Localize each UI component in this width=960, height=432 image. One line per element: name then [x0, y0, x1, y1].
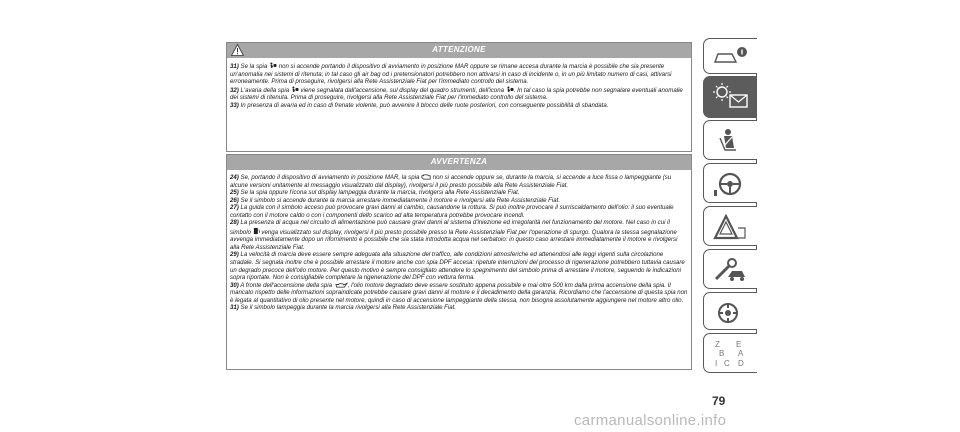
technical-data-icon: [712, 300, 748, 328]
tab-starting-driving[interactable]: [703, 163, 757, 203]
tab-emergency[interactable]: [703, 206, 757, 246]
avvertenza-item-28: 28) La presenza di acqua nel circuito di alimentazione può causare gravi danni al sistema d'iniezione ed irregolarità nel funzionamento del motore. Nel caso in cui il simbolo venga visualizzato sul display, rivolgersi il più presto possibile presso la Rete Assistenziale Fiat per l'operazione di spurgo. Qualora la stessa segnalazione avvenga immediatamente dopo un rifornimento è possibile che sia stata introdotta acqua nel serbatoio: in questo caso arrestare immediatamente il motore e rivolgersi alla Rete Assistenziale Fiat.: [230, 219, 678, 251]
car-info-icon: [712, 44, 748, 68]
airbag-warning-icon: [269, 62, 277, 69]
water-in-fuel-icon: [253, 227, 260, 235]
attenzione-title: ATTENZIONE: [432, 45, 486, 54]
avvertenza-title: AVVERTENZA: [430, 157, 488, 166]
airbag-warning-icon: [291, 86, 299, 93]
attenzione-header: [227, 43, 691, 58]
avvertenza-item-30: 30) A fronte dell'accensione della spia , l'olio motore degradato deve essere sostituito appena possibile e mai oltre 500 km dalla prima accensione della spia. Il mancato rispetto delle informazioni sopraindicate potrebbe causare gravi danni al motore e il decadimento della garanzia. Ricordiamo che l'accensione di questa spia non è legata al quantitativo di olio presente nel motore, quindi in caso di accensione lampeggiante della stessa, non bisogna assolutamente aggiungere nel motore altro olio.: [230, 281, 688, 304]
attenzione-item-31: 31) Se la spia non si accende portando il dispositivo di avviamento in posizione MAR oppure se rimane accesa durante la marcia è possibile che sia presente un'anomalia nei sistemi di ritenuta; in tal caso gli air bag od i pretensionatori potrebbero non attivarsi in caso di incidente o, in un più limitato numero di casi, attivarsi erroneamente. Prima di proseguire, rivolgersi alla Rete Assistenziale Fiat per l'immediato controllo del sistema.: [230, 63, 672, 86]
tab-safety[interactable]: [703, 120, 757, 160]
tab-warning-lights[interactable]: [703, 76, 757, 118]
tab-technical-data[interactable]: [703, 292, 757, 330]
airbag-failure-icon: [506, 86, 514, 93]
avvertenza-item-26: 26) Se il simbolo si accende durante la marcia arrestare immediatamente il motore e rivolgersi alla Rete Assistenziale Fiat.: [230, 196, 561, 204]
alphabetical-index-icon: [712, 338, 750, 370]
attenzione-box: [226, 42, 692, 152]
engine-fault-icon: [421, 174, 431, 180]
svg-text:B: B: [719, 349, 725, 358]
wrench-car-icon: [712, 257, 748, 285]
avvertenza-item-24: 24) Se, portando il dispositivo di avviamento in posizione MAR, la spia non si accende oppure se, durante la marcia, si accende a luce fissa o lampeggiante (su alcune versioni unitamente al messaggio visualizzato dal display), rivolgersi il più presto possibile alla Rete Assistenziale Fiat.: [230, 174, 672, 189]
svg-text:I: I: [715, 359, 718, 368]
svg-text:C: C: [724, 359, 730, 368]
steering-wheel-icon: [712, 171, 746, 199]
page-number: 79: [712, 394, 726, 408]
warning-lights-icon: [712, 82, 750, 112]
avvertenza-item-25: 25) Se la spia oppure l'icona sul display lampeggia durante la marcia, rivolgersi alla Rete Assistenziale Fiat.: [230, 189, 520, 197]
watermark: carmanualsonline.info: [574, 412, 727, 429]
avvertenza-header: [227, 155, 691, 170]
svg-text:E: E: [736, 340, 742, 349]
attenzione-body: [227, 58, 691, 112]
avvertenza-body: [227, 170, 691, 315]
avvertenza-item-29: 29) La velocità di marcia deve essere sempre adeguata alla situazione del traffico, alle condizioni atmosferiche ed attenendosi alle leggi vigenti sulla circolazione stradale. Si segnala inoltre che è possibile arrestare il motore anche con spia DPF accesa: ripetute interruzioni del processo di rigenerazione potrebbero tuttavia causare un degrado precoce dell'olio motore. Per questo motivo è sempre consigliato attendere lo spegnimento del simbolo prima di arrestare il motore, seguendo le indicazioni sopra riportate. Non è consigliabile completare la rigenerazione del DPF con vettura ferma.: [230, 251, 685, 282]
seat-safety-icon: [712, 128, 746, 156]
svg-text:Z: Z: [715, 340, 720, 349]
svg-text:D: D: [738, 359, 744, 368]
avvertenza-item-27: 27) La guida con il simbolo acceso può provocare gravi danni al cambio, causandone la rottura. Si può inoltre provocare il surriscaldamento dell'olio: il suo eventuale contatto con il motore caldo o con i componenti dello scarico ad alta temperatura potrebbe provocare incendi.: [230, 204, 674, 219]
chapter-sidebar: [703, 40, 757, 370]
road-warning-icon: [712, 214, 748, 242]
svg-text:A: A: [738, 349, 744, 358]
avvertenza-box: [226, 154, 692, 370]
tab-index[interactable]: [703, 333, 757, 373]
attenzione-item-32: 32) L'avaria della spia viene segnalata dall'accensione, sul display del quadro strumenti, dell'icona . In tal caso la spia potrebbe non segnalare eventuali anomalie dei sistemi di ritenuta. Prima di proseguire, rivolgersi alla Rete Assistenziale Fiat per l'immediato controllo del sistema.: [230, 86, 683, 102]
tab-maintenance[interactable]: [703, 249, 757, 289]
tab-car-info[interactable]: [703, 38, 757, 74]
oil-can-icon: [334, 282, 348, 288]
attenzione-item-33: 33) In presenza di avaria ed in caso di frenate violente, può avvenire il blocco delle ruote posteriori, con conseguente possibilità di sbandata.: [230, 101, 609, 109]
avvertenza-item-31: 31) Se il simbolo lampeggia durante la marcia rivolgersi alla Rete Assistenziale Fiat.: [230, 304, 457, 312]
